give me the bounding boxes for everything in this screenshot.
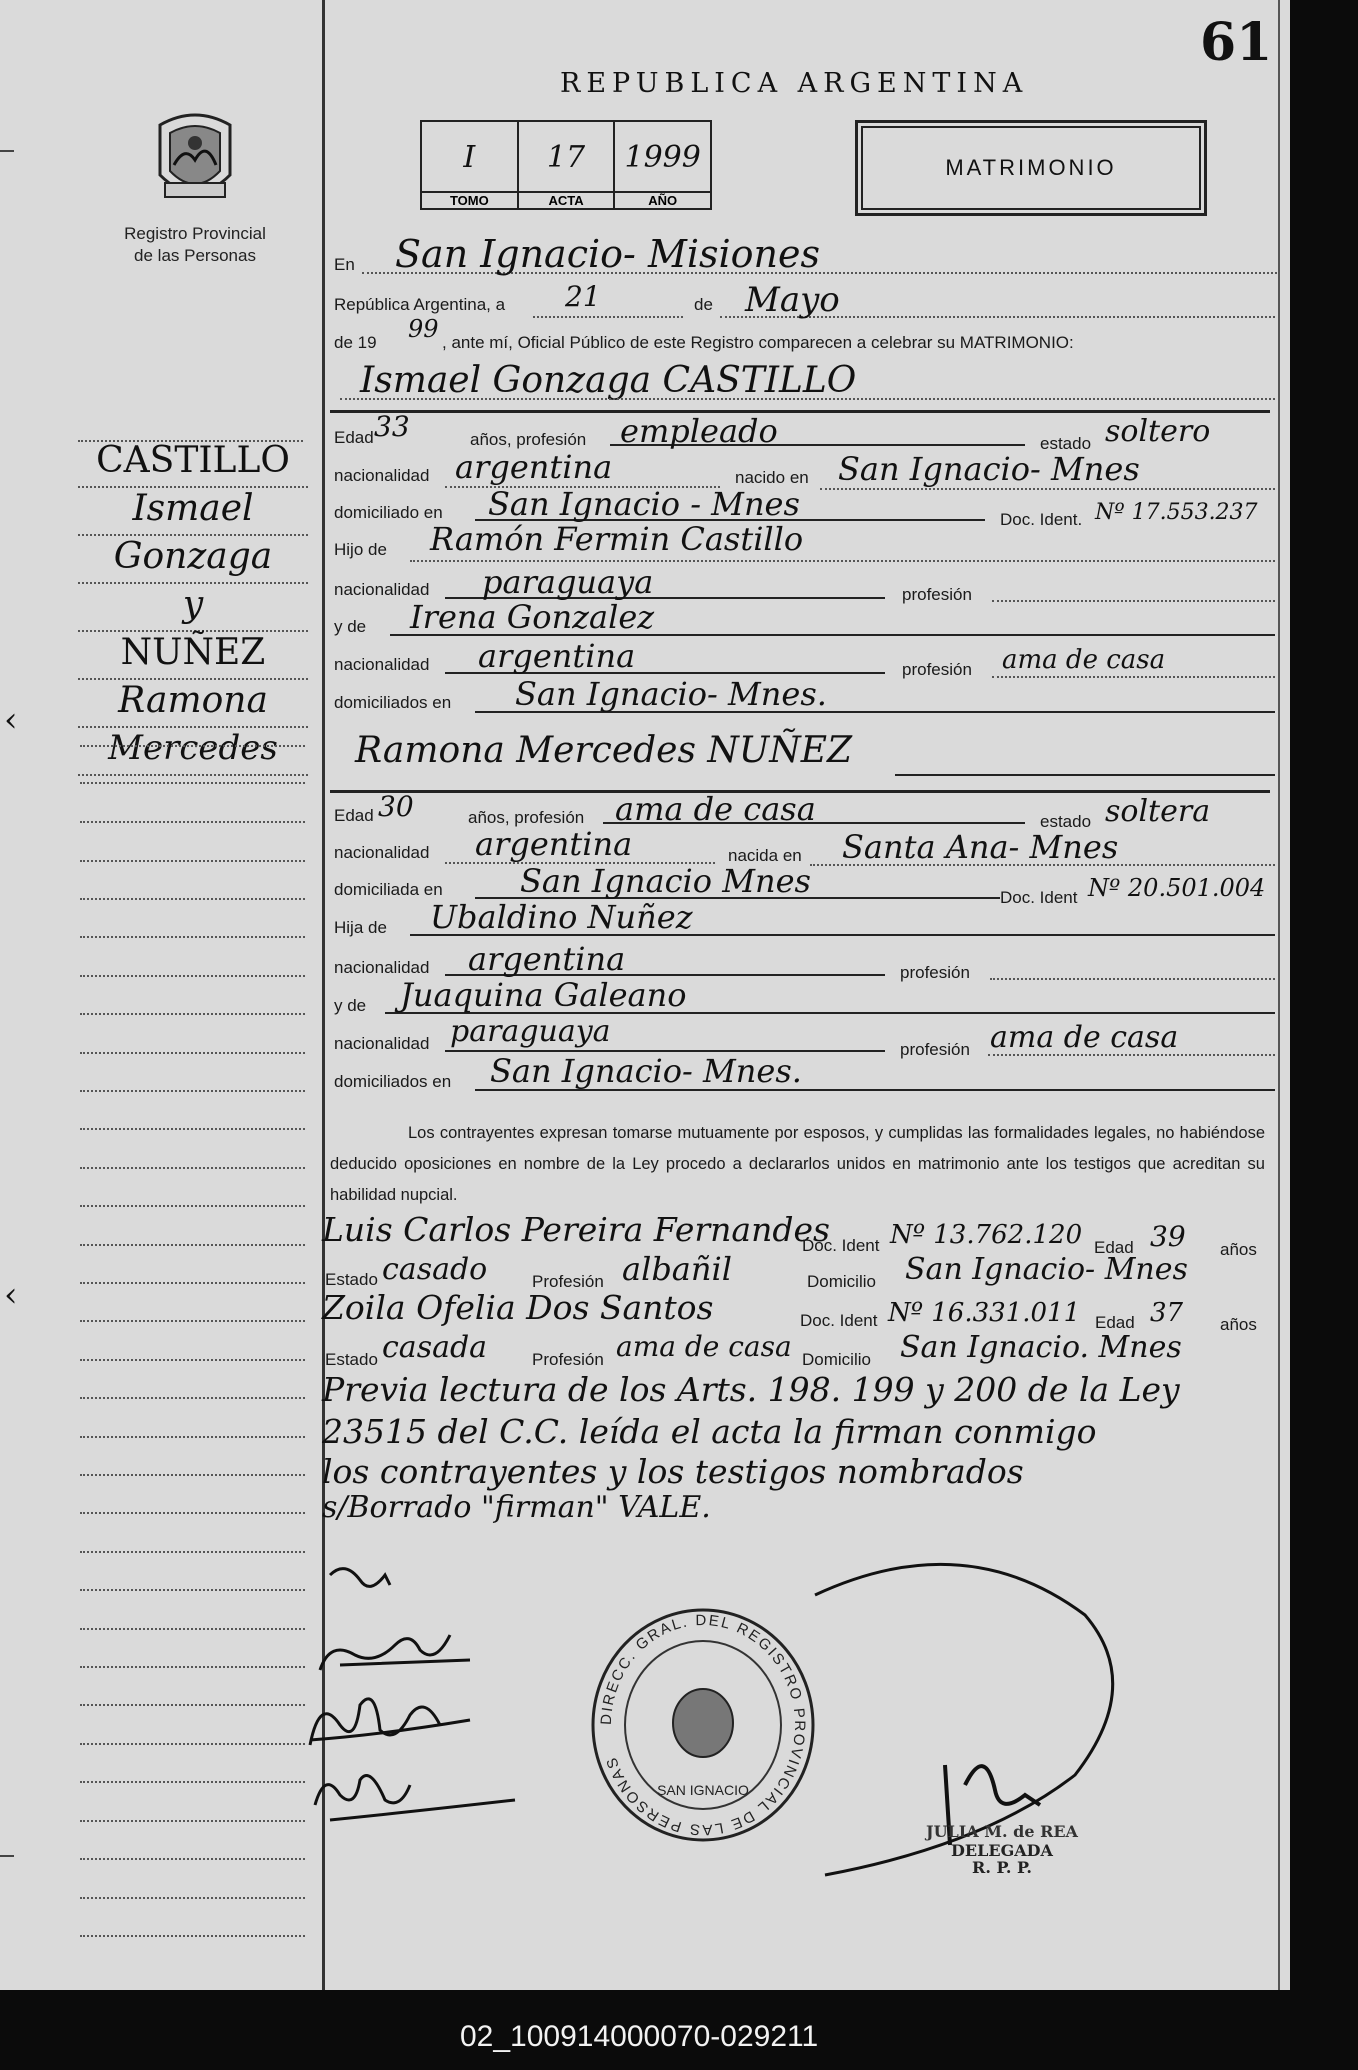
bride-nac-label: nacionalidad — [334, 843, 430, 862]
bride-padre-nac-label: nacionalidad — [334, 958, 430, 977]
bride-estado-label: estado — [1040, 812, 1092, 831]
margin-name: CASTILLO — [78, 440, 308, 488]
bride-doc: Nº 20.501.004 — [1088, 874, 1266, 902]
groom-estado-label: estado — [1040, 434, 1092, 453]
groom-nacido: San Ignacio- Mnes — [838, 450, 1140, 488]
groom-padre-prof-line — [992, 586, 1275, 602]
witness2-edad-label: Edad — [1095, 1313, 1135, 1332]
bride-madre-nac: paraguaya — [450, 1014, 611, 1049]
groom-name: Ismael Gonzaga CASTILLO — [360, 360, 857, 401]
bride-nacida: Santa Ana- Mnes — [842, 828, 1119, 866]
witness2-doc: Nº 16.331.011 — [888, 1298, 1081, 1328]
groom-padre-label: Hijo de — [334, 540, 387, 559]
witness2-estado-label: Estado — [325, 1350, 378, 1369]
registry-line1: Registro Provincial — [124, 224, 266, 243]
groom-nacido-label: nacido en — [735, 468, 809, 487]
groom-edad-label: Edad — [334, 428, 374, 447]
margin-name: Gonzaga — [78, 536, 308, 584]
witness1-domicilio-label: Domicilio — [807, 1272, 876, 1291]
witness2-doc-label: Doc. Ident — [800, 1311, 878, 1330]
note-line: 23515 del C.C. leída el acta la firman conmigo — [322, 1412, 1097, 1451]
groom-madre-prof: ama de casa — [1002, 645, 1166, 675]
groom-domicilio: San Ignacio - Mnes — [488, 485, 800, 523]
groom-name-line — [340, 368, 1275, 400]
tomo-cell — [422, 122, 519, 208]
groom-padres-dom: San Ignacio- Mnes. — [515, 675, 827, 713]
republica-label: República Argentina, a — [334, 295, 506, 314]
en-label: En — [334, 255, 355, 274]
witness1-doc-label: Doc. Ident — [802, 1236, 880, 1255]
bride-madre: Juaquina Galeano — [400, 976, 687, 1014]
stamp-center-text: SAN IGNACIO — [657, 1782, 749, 1798]
declaration-text: Los contrayentes expresan tomarse mutuamente por esposos, y cumplidas las formalidades legales, no habiéndose deducido oposiciones en nombre de la Ley procedo a declararlos unidos en matrimonio ante los testigos que acreditan su habilidad nupcial. — [330, 1124, 1265, 1204]
groom-padre-prof-label: profesión — [902, 585, 972, 604]
groom-doc-label: Doc. Ident. — [1000, 510, 1083, 529]
witness1-profesion: albañil — [622, 1250, 732, 1288]
year-prefix: de 19 — [334, 333, 377, 352]
bride-madre-prof-label: profesión — [900, 1040, 970, 1059]
witness2-domicilio: San Ignacio. Mnes — [900, 1330, 1182, 1365]
de-label: de — [694, 295, 713, 314]
signature-mark — [320, 1635, 470, 1670]
registry-line2: de las Personas — [134, 246, 256, 265]
bride-estado: soltera — [1105, 794, 1211, 829]
right-border — [1278, 0, 1280, 1990]
acta-value: 17 — [546, 140, 586, 175]
province-seal-icon — [140, 105, 250, 220]
witness2-profesion-label: Profesión — [532, 1350, 604, 1369]
witness1-edad: 39 — [1150, 1220, 1186, 1253]
groom-profesion: empleado — [620, 412, 778, 450]
bride-nacida-label: nacida en — [728, 846, 802, 865]
bride-padre-label: Hija de — [334, 918, 387, 937]
signature-mark — [330, 1569, 390, 1587]
groom-dom-label: domiciliado en — [334, 503, 443, 522]
margin-tick — [0, 1855, 14, 1857]
country-title: REPUBLICA ARGENTINA — [560, 68, 1029, 99]
record-box — [420, 120, 712, 210]
registry-name — [95, 223, 295, 267]
note-line: s/Borrado "firman" VALE. — [322, 1490, 711, 1525]
bride-nacionalidad: argentina — [475, 825, 633, 863]
tomo-value: I — [463, 140, 476, 175]
witness2-name: Zoila Ofelia Dos Santos — [322, 1288, 714, 1327]
witness2-domicilio-label: Domicilio — [802, 1350, 871, 1369]
bride-doc-label: Doc. Ident — [1000, 888, 1078, 907]
record-type: MATRIMONIO — [945, 155, 1117, 180]
groom-padre: Ramón Fermin Castillo — [430, 520, 804, 558]
groom-madre-nac-label: nacionalidad — [334, 655, 430, 674]
year-suffix: 99 — [408, 315, 439, 343]
witness2-profesion: ama de casa — [616, 1330, 792, 1363]
margin-name: Ramona — [78, 680, 308, 728]
groom-doc: Nº 17.553.237 — [1095, 500, 1258, 525]
groom-padres-dom-label: domiciliados en — [334, 693, 452, 712]
ano-cell — [615, 122, 710, 208]
note-line: Previa lectura de los Arts. 198. 199 y 200 de la Ley — [322, 1370, 1180, 1409]
witness1-domicilio: San Ignacio- Mnes — [905, 1252, 1188, 1287]
bride-name-line — [895, 760, 1275, 776]
witness1-estado-label: Estado — [325, 1270, 378, 1289]
record-type-box — [855, 120, 1207, 216]
witness1-doc: Nº 13.762.120 — [890, 1220, 1083, 1250]
bride-padre-prof-label: profesión — [900, 963, 970, 982]
margin-names — [78, 440, 308, 776]
bride-padres-dom-label: domiciliados en — [334, 1072, 452, 1091]
bride-padre-nac: argentina — [468, 940, 626, 978]
bride-domicilio: San Ignacio Mnes — [520, 862, 811, 900]
intro-day: 21 — [565, 280, 601, 313]
bride-padres-dom: San Ignacio- Mnes. — [490, 1052, 802, 1090]
witness2-edad: 37 — [1150, 1298, 1184, 1328]
official-title: DELEGADA — [951, 1841, 1053, 1860]
margin-tick — [0, 150, 14, 152]
section-divider — [330, 410, 1270, 413]
bride-madre-label: y de — [334, 996, 367, 1015]
official-block — [912, 1822, 1092, 1877]
groom-madre-nac: argentina — [478, 637, 636, 675]
witness1-name: Luis Carlos Pereira Fernandes — [322, 1210, 830, 1249]
signature-mark — [310, 1699, 470, 1745]
witness1-profesion-label: Profesión — [532, 1272, 604, 1291]
tomo-label: TOMO — [422, 191, 517, 208]
groom-padre-nac: paraguaya — [482, 563, 654, 601]
ano-value: 1999 — [624, 140, 701, 175]
bride-dom-label: domiciliada en — [334, 880, 443, 899]
margin-name: Mercedes — [78, 728, 308, 776]
official-office: R. P. P. — [972, 1858, 1032, 1877]
footer-id: 02_100914000070-029211 — [460, 2020, 819, 2053]
margin-bracket: ‹ — [4, 1275, 18, 1315]
bride-profesion: ama de casa — [615, 790, 816, 828]
bride-edad: 30 — [378, 790, 414, 823]
witness1-anos-label: años — [1220, 1240, 1257, 1259]
groom-padre-nac-label: nacionalidad — [334, 580, 430, 599]
bride-padre: Ubaldino Nuñez — [430, 898, 693, 936]
margin-bracket: ‹ — [4, 700, 18, 740]
intro-month: Mayo — [745, 280, 840, 320]
stamp-ring-text: DIRECC. GRAL. DEL REGISTRO PROVINCIAL DE LAS PERSONAS — [597, 1611, 809, 1839]
bride-madre-nac-label: nacionalidad — [334, 1034, 430, 1053]
witness2-estado: casada — [382, 1330, 488, 1365]
groom-madre: Irena Gonzalez — [410, 598, 655, 636]
groom-madre-label: y de — [334, 617, 367, 636]
signature-mark — [315, 1776, 515, 1821]
official-name: JULIA M. de REA — [926, 1822, 1078, 1841]
bride-padre-prof-line — [990, 964, 1275, 980]
groom-profesion-label: años, profesión — [470, 430, 587, 449]
ante-text: , ante mí, Oficial Público de este Registro comparecen a celebrar su MATRIMONIO: — [442, 333, 1074, 352]
groom-madre-prof-label: profesión — [902, 660, 972, 679]
intro-place: San Ignacio- Misiones — [395, 232, 820, 276]
day-line — [533, 300, 683, 318]
groom-estado: soltero — [1105, 414, 1211, 449]
groom-nacionalidad: argentina — [455, 448, 613, 486]
witness1-estado: casado — [382, 1252, 488, 1287]
bride-edad-label: Edad — [334, 806, 374, 825]
ano-label: AÑO — [615, 191, 710, 208]
margin-name: NUÑEZ — [78, 632, 308, 680]
signatures — [300, 1545, 560, 1840]
bride-profesion-label: años, profesión — [468, 808, 585, 827]
acta-label: ACTA — [519, 191, 614, 208]
margin-name: Ismael — [78, 488, 308, 536]
bride-madre-prof: ama de casa — [990, 1020, 1179, 1055]
margin-name: y — [78, 584, 308, 632]
groom-edad: 33 — [374, 410, 410, 443]
registry-stamp — [588, 1605, 818, 1850]
witness1-edad-label: Edad — [1094, 1238, 1134, 1257]
page-number: 61 — [1200, 12, 1273, 73]
witness2-anos-label: años — [1220, 1315, 1257, 1334]
acta-cell — [519, 122, 616, 208]
note-line: los contrayentes y los testigos nombrados — [322, 1452, 1024, 1491]
bride-name: Ramona Mercedes NUÑEZ — [355, 730, 853, 771]
groom-nac-label: nacionalidad — [334, 466, 430, 485]
